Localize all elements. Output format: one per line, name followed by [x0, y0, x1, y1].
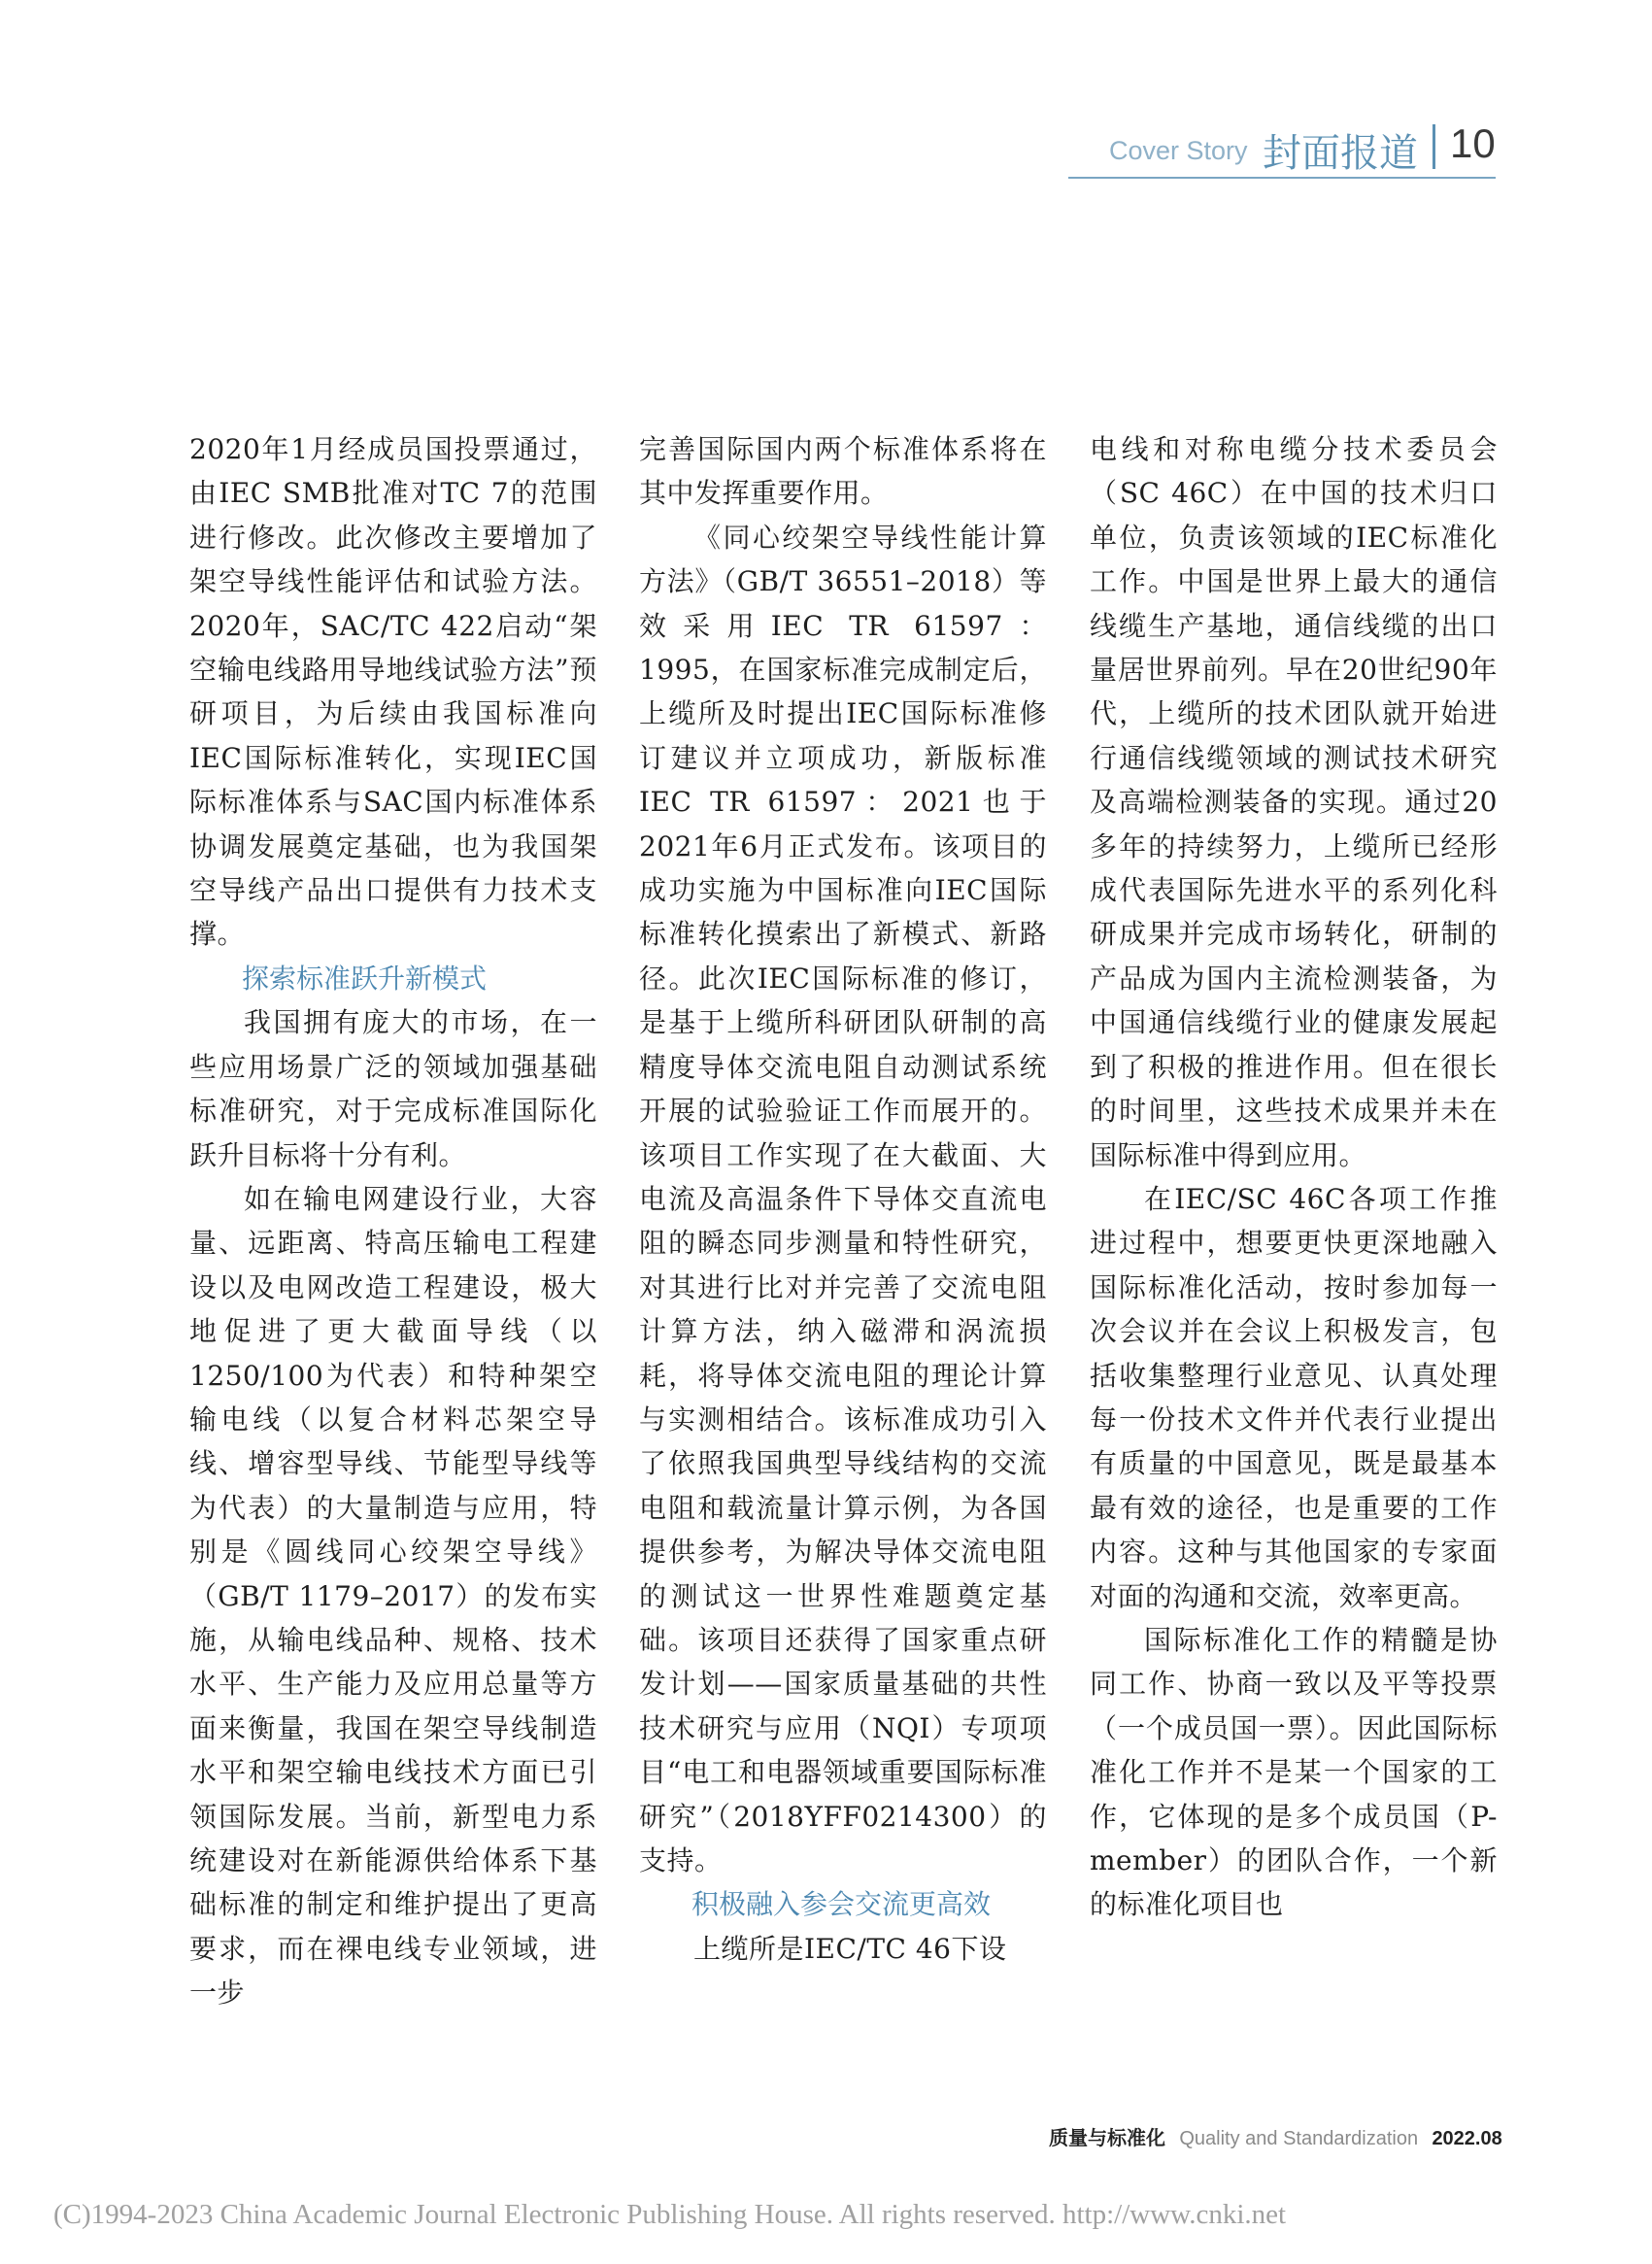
article-column-2 — [639, 427, 1047, 2117]
page-footer — [1049, 2122, 1505, 2150]
paragraph: 2020年1月经成员国投票通过，由IEC SMB批准对TC 7的范围进行修改。此次修改主要增加了架空导线性能评估和试验方法。2020年，SAC/TC 422启动“架空输电线路用导地线试验方法”预研项目，为后续由我国标准向IEC国际标准转化，实现IEC国际标准体系与SAC国内标准体系协调发展奠定基础，也为我国架空导线产品出口提供有力技术支撑。 — [189, 433, 597, 951]
section-heading: 积极融入参会交流更高效 — [691, 1888, 992, 1921]
journal-name-zh: 质量与标准化 — [1049, 2126, 1165, 2149]
article-column-3 — [1090, 427, 1498, 2117]
page-header — [1068, 117, 1496, 177]
section-heading: 探索标准跃升新模式 — [242, 962, 488, 995]
paragraph: 电线和对称电缆分技术委员会（SC 46C）在中国的技术归口单位，负责该领域的IEC标准化工作。中国是世界上最大的通信线缆生产基地，通信线缆的出口量居世界前列。早在20世纪90年代，上缆所的技术团队就开始进行通信线缆领域的测试技术研究及高端检测装备的实现。通过20多年的持续努力，上缆所已经形成代表国际先进水平的系列化科研成果并完成市场转化，研制的产品成为国内主流检测装备，为中国通信线缆行业的健康发展起到了积极的推进作用。但在很长的时间里，这些技术成果并未在国际标准中得到应用。 — [1090, 433, 1498, 1171]
header-rule — [1068, 177, 1496, 179]
paragraph: 《同心绞架空导线性能计算方法》（GB/T 36551–2018）等效采用IEC TR 61597：1995，在国家标准完成制定后，上缆所及时提出IEC国际标准修订建议并立项成功，新版标准IEC TR 61597：2021也于2021年6月正式发布。该项目的成功实施为中国标准向IEC国际标准转化摸索出了新模式、新路径。此次IEC国际标准的修订，是基于上缆所科研团队研制的高精度导体交流电阻自动测试系统开展的试验验证工作而展开的。该项目工作实现了在大截面、大电流及高温条件下导体交直流电阻的瞬态同步测量和特性研究，对其进行比对并完善了交流电阻计算方法，纳入磁滞和涡流损耗，将导体交流电阻的理论计算与实测相结合。该标准成功引入了依照我国典型导线结构的交流电阻和载流量计算示例，为各国提供参考，为解决导体交流电阻的测试这一世界性难题奠定基础。该项目还获得了国家重点研发计划——国家质量基础的共性技术研究与应用（NQI）专项项目“电工和电器领域重要国际标准研究”（2018YFF0214300）的支持。 — [639, 521, 1047, 1876]
article-column-1 — [189, 427, 597, 2117]
paragraph: 上缆所是IEC/TC 46下设 — [693, 1932, 1007, 1965]
paragraph: 如在输电网建设行业，大容量、远距离、特高压输电工程建设以及电网改造工程建设，极大地促进了更大截面导线（以1250/100为代表）和特种架空输电线（以复合材料芯架空导线、增容型导线、节能型导线等为代表）的大量制造与应用，特别是《圆线同心绞架空导线》（GB/T 1179–2017）的发布实施，从输电线品种、规格、技术水平、生产能力及应用总量等方面来衡量，我国在架空导线制造水平和架空输电线技术方面已引领国际发展。当前，新型电力系统建设对在新能源供给体系下基础标准的制定和维护提出了更高要求，而在裸电线专业领域，进一步 — [189, 1182, 597, 2010]
section-label-en: Cover Story — [1109, 136, 1248, 165]
paragraph: 我国拥有庞大的市场，在一些应用场景广泛的领域加强基础标准研究，对于完成标准国际化跃升目标将十分有利。 — [189, 1006, 597, 1171]
paragraph: 国际标准化工作的精髓是协同工作、协商一致以及平等投票（一个成员国一票）。因此国际标准化工作并不是某一个国家的工作，它体现的是多个成员国（P-member）的团队合作，一个新的标准化项目也 — [1090, 1623, 1498, 1921]
copyright-notice: (C)1994-2023 China Academic Journal Electronic Publishing House. All rights reserved. http://www.cnki.net — [53, 2199, 1287, 2230]
header-separator — [1433, 124, 1435, 169]
section-label-zh: 封面报道 — [1263, 131, 1418, 176]
paragraph: 完善国际国内两个标准体系将在其中发挥重要作用。 — [639, 433, 1047, 510]
journal-issue: 2022.08 — [1432, 2128, 1502, 2149]
paragraph: 在IEC/SC 46C各项工作推进过程中，想要更快更深地融入国际标准化活动，按时参加每一次会议并在会议上积极发言，包括收集整理行业意见、认真处理每一份技术文件并代表行业提出有质量的中国意见，既是最基本最有效的途径，也是重要的工作内容。这种与其他国家的专家面对面的沟通和交流，效率更高。 — [1090, 1182, 1498, 1612]
page-number: 10 — [1450, 120, 1496, 166]
journal-name-en: Quality and Standardization — [1179, 2128, 1419, 2149]
